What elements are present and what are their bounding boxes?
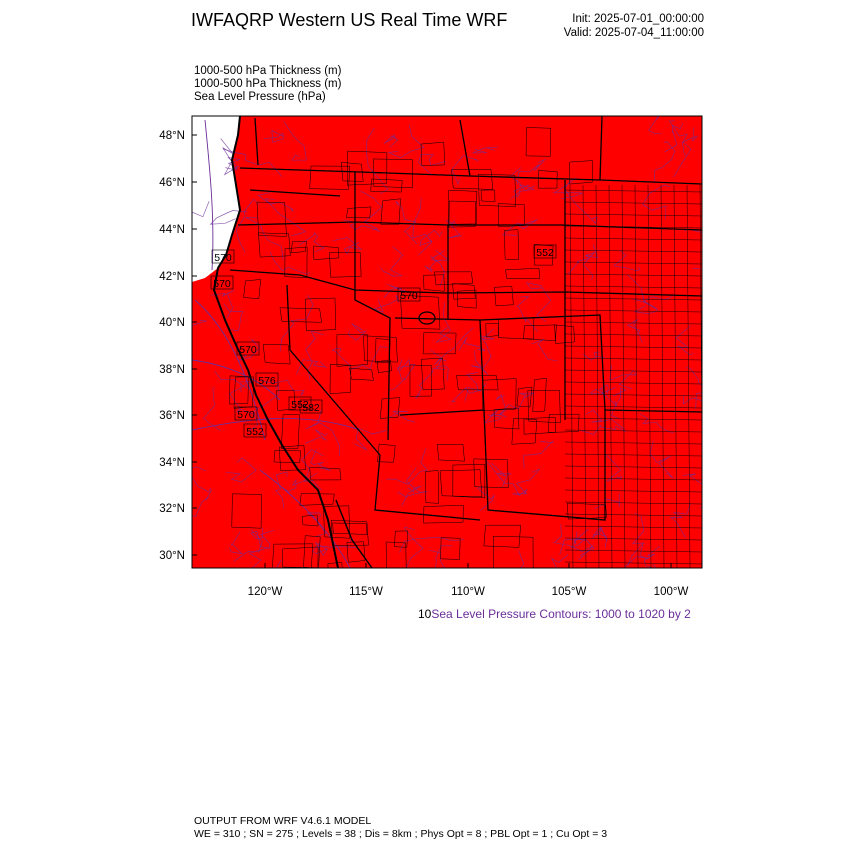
lat-label: 34°N	[159, 457, 185, 469]
slp-contour-text: Sea Level Pressure Contours: 1000 to 1020 by 2	[431, 607, 691, 621]
thickness-label: 576	[258, 375, 276, 387]
model-footer-title: OUTPUT FROM WRF V4.6.1 MODEL	[194, 815, 372, 827]
field-label-thickness-2: 1000-500 hPa Thickness (m)	[194, 78, 342, 90]
lat-label: 42°N	[159, 271, 185, 283]
lon-label: 105°W	[551, 586, 587, 598]
thickness-label: 570	[400, 290, 418, 302]
lon-label: 115°W	[349, 586, 383, 598]
lat-label: 48°N	[159, 130, 185, 142]
longitude-labels	[248, 586, 689, 598]
lat-label: 46°N	[159, 177, 185, 189]
map-panel	[164, 116, 732, 602]
lat-label: 40°N	[159, 317, 185, 329]
field-label-thickness-1: 1000-500 hPa Thickness (m)	[194, 65, 342, 77]
lat-label: 44°N	[159, 224, 185, 236]
lon-label: 110°W	[451, 586, 485, 598]
lon-label: 100°W	[653, 586, 689, 598]
lat-label: 30°N	[159, 550, 185, 562]
thickness-label: 570	[237, 409, 255, 421]
model-footer-config: WE = 310 ; SN = 275 ; Levels = 38 ; Dis = 8km ; Phys Opt = 8 ; PBL Opt = 1 ; Cu Opt = 3	[194, 828, 608, 840]
lat-label: 32°N	[159, 503, 185, 515]
lon-label: 120°W	[247, 586, 283, 598]
lat-label: 38°N	[159, 364, 185, 376]
thickness-label: 552	[536, 247, 554, 259]
field-label-slp: Sea Level Pressure (hPa)	[194, 91, 326, 103]
slp-contour-legend	[418, 607, 691, 621]
valid-time: Valid: 2025-07-04_11:00:00	[563, 27, 704, 39]
thickness-label: 552	[246, 426, 264, 438]
thickness-fill	[192, 116, 702, 568]
thickness-label: 582	[302, 402, 320, 414]
thickness-label: 570	[239, 344, 257, 356]
thickness-label: 570	[214, 252, 232, 264]
init-time: Init: 2025-07-01_00:00:00	[572, 13, 704, 25]
thickness-label: 570	[213, 278, 231, 290]
clipped-legend-text: 10	[418, 607, 432, 621]
lat-label: 36°N	[159, 410, 185, 422]
thickness-label: 552	[291, 399, 309, 411]
latitude-labels	[159, 130, 185, 562]
plot-title: IWFAQRP Western US Real Time WRF	[191, 10, 508, 30]
